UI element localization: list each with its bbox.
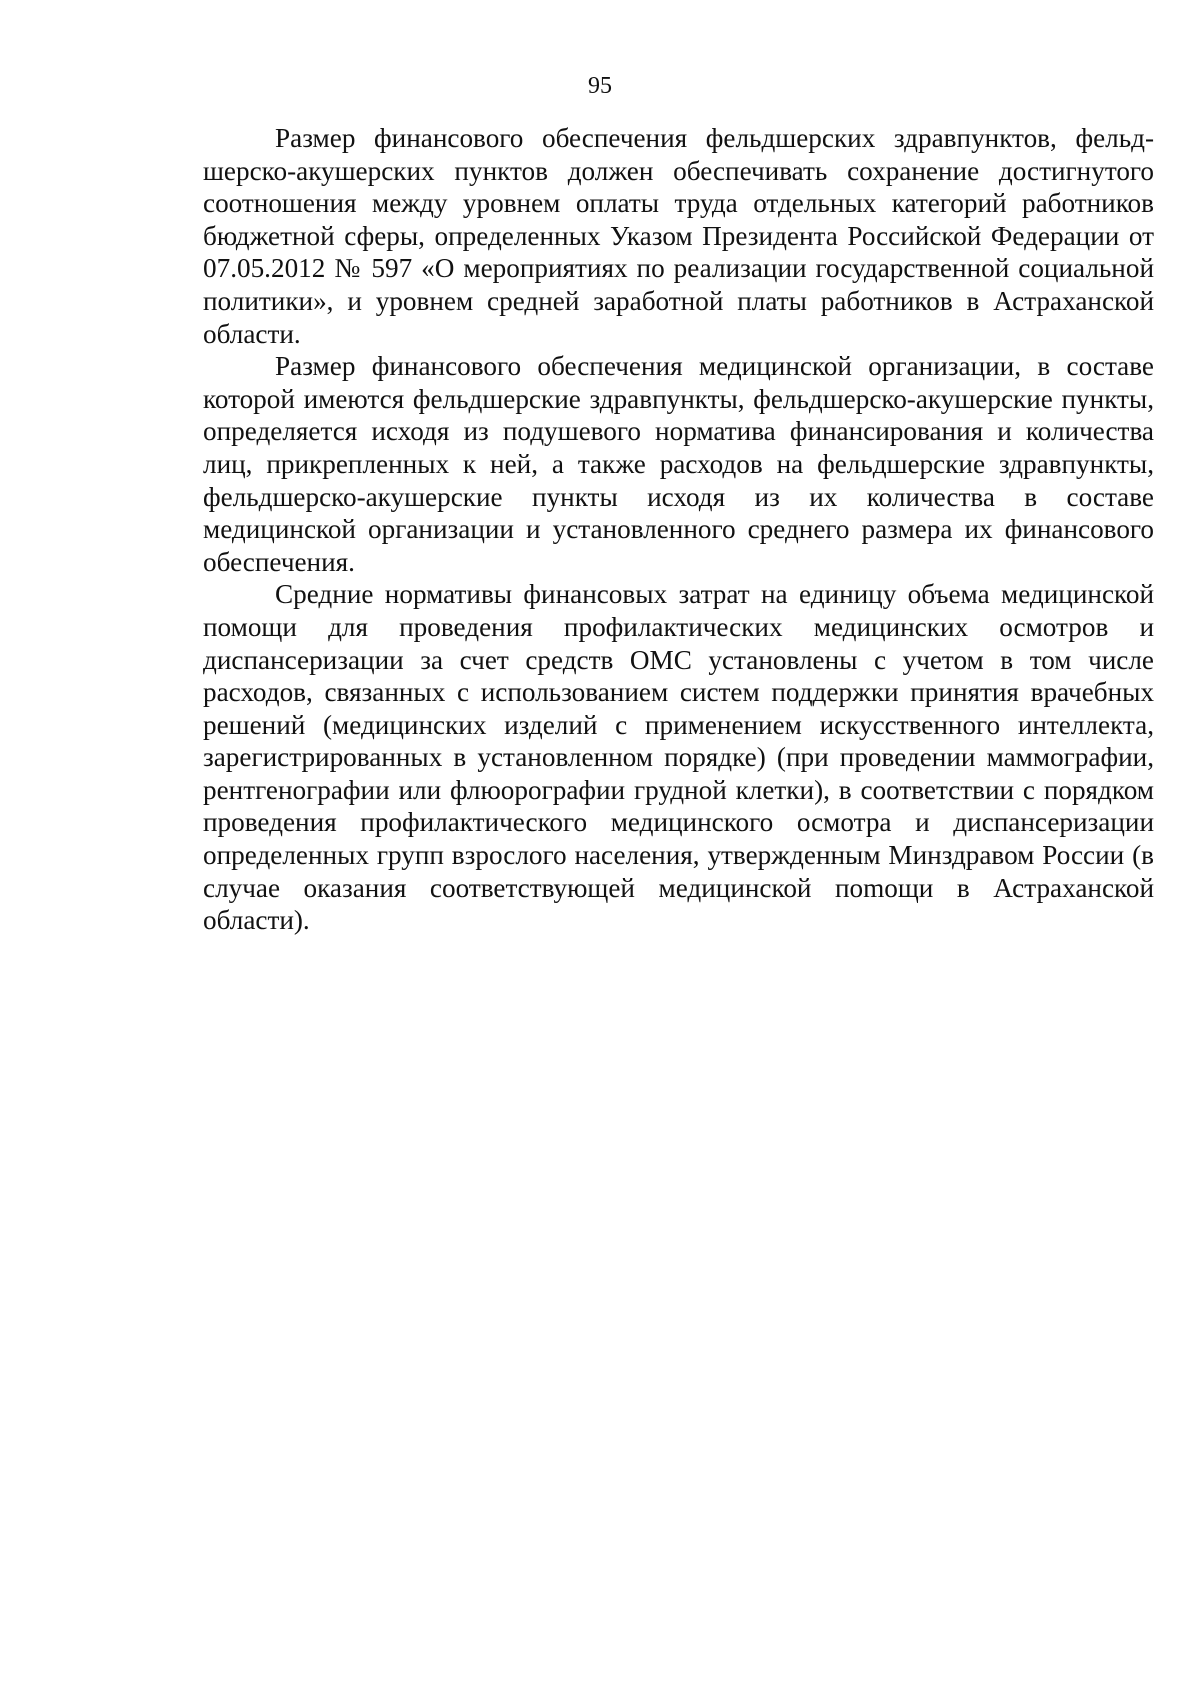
paragraph-cost-standards: Средние нормативы финансовых затрат на единицу объема медицинской помощи для проведения профилактических медицинских осмотров и диспансеризации за счет средств ОМС установлены с учетом в том числе расходов, связанных с использованием систем поддержки принятия врачебных решений (медицинских изделий с применением искусственного интеллекта, зарегистрированных в установленном порядке) (при проведении маммографии, рентгенографии или флюорографии грудной клетки), в соответствии с порядком проведения профилактического медицинского осмотра и диспансеризации определенных групп взрослого населения, утвержденным Минздравом России (в случае оказания соответствующей медицинской поmощи в Астраханской области). <box>203 579 1154 936</box>
page-number: 95 <box>588 73 612 99</box>
paragraph-fap-funding: Размер финансового обеспечения фельдшерских здравпунктов, фельдшерско-акушерских пунктов должен обеспечивать сохранение достигнутого соотношения между уровнем оплаты труда отдельных категорий работников бюджетной сферы, определенных Указом Президента Российской Федерации от 07.05.2012 № 597 «О мероприятиях по реализации государственной социальной политики», и уровнем средней заработной платы работников в Астраханской области. <box>203 123 1154 349</box>
document-body <box>203 122 1154 937</box>
paragraph-medical-organization-funding: Размер финансового обеспечения медицинской организации, в составе которой имеются фельдшерские здравпункты, фельдшерско-акушерские пункты, определяется исходя из подушевого норматива финансирования и количества лиц, прикрепленных к ней, а также расходов на фельдшерские здравпункты, фельдшерско-акушерские пункты исходя из их количества в составе медицинской организации и установленного среднего размера их финансового обеспечения. <box>203 351 1154 577</box>
